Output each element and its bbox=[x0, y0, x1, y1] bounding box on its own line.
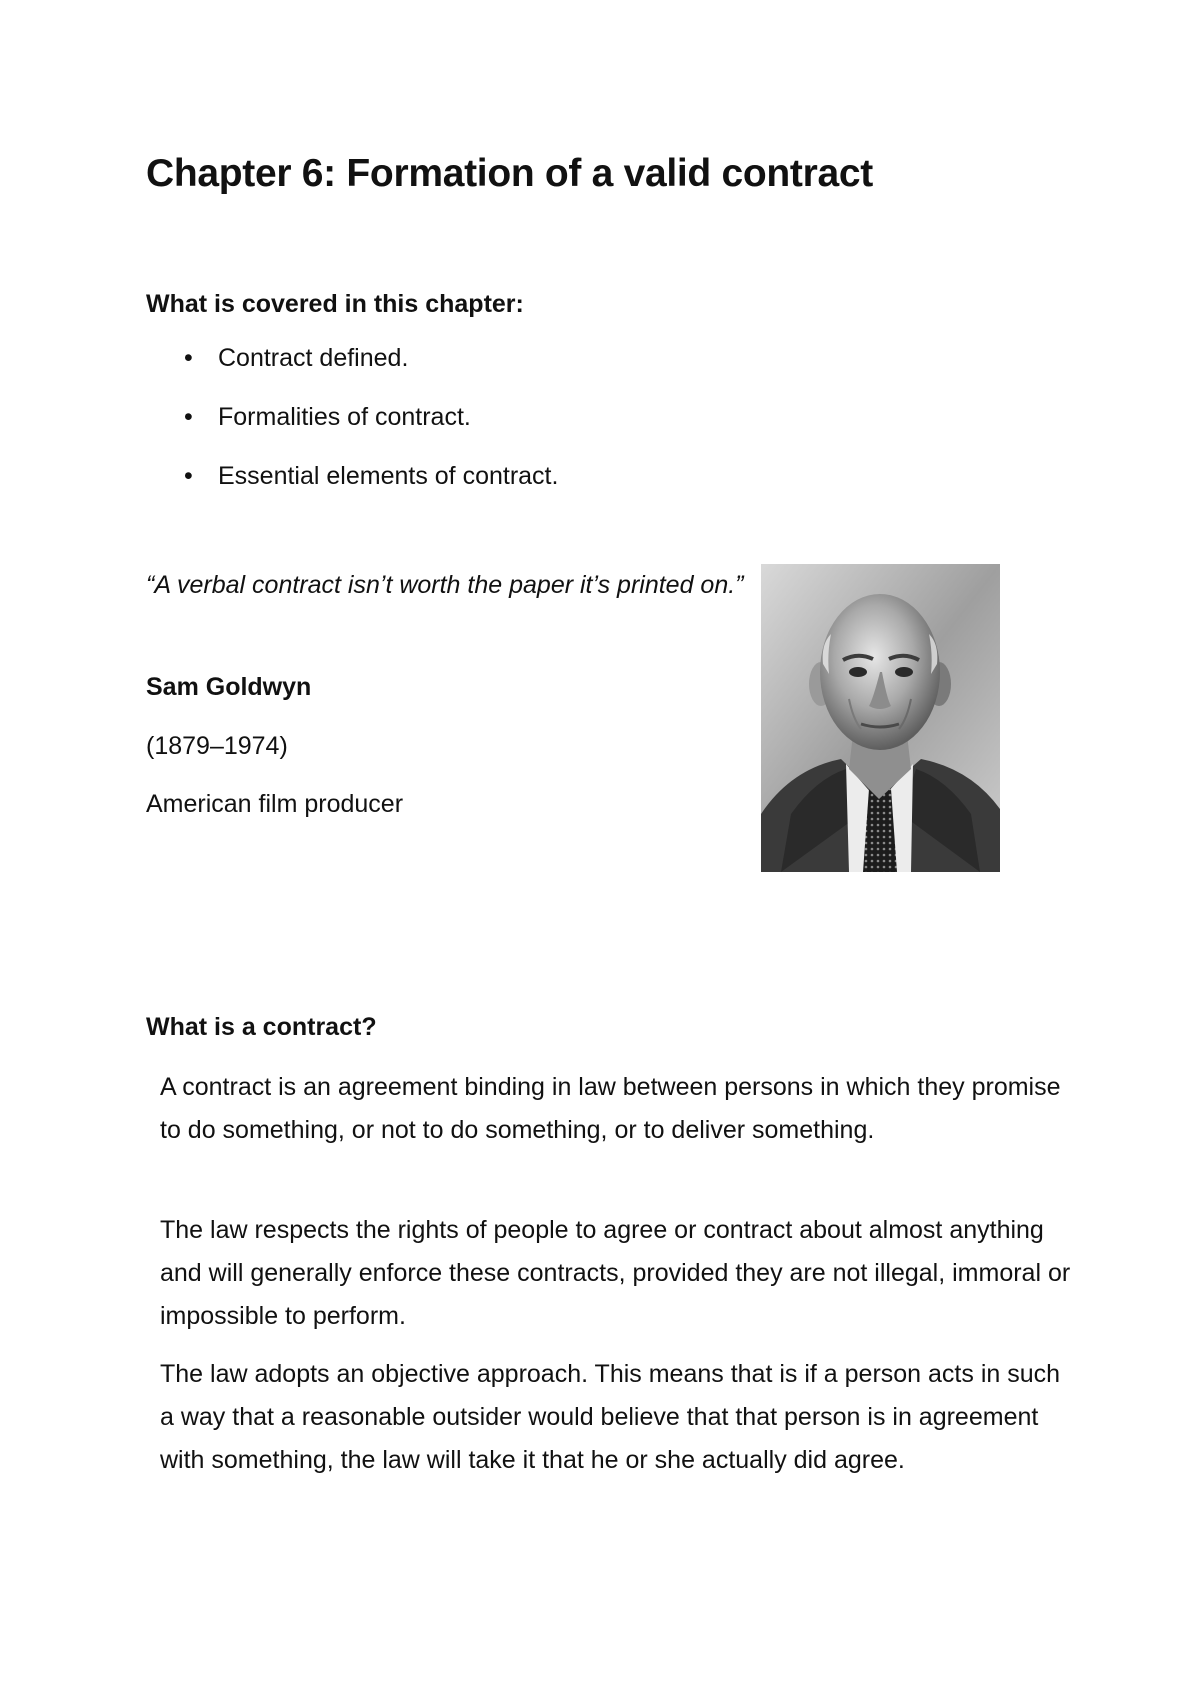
quote-text: “A verbal contract isn’t worth the paper it’s printed on.” bbox=[146, 571, 744, 599]
author-portrait bbox=[761, 564, 1000, 872]
chapter-title: Chapter 6: Formation of a valid contract bbox=[146, 152, 873, 195]
bullet-icon: • bbox=[184, 403, 193, 431]
contract-paragraph: The law adopts an objective approach. This means that is if a person acts in such a way that a reasonable outsider would believe that that person is in agreement with something, the law will take it that he or she actually did agree. bbox=[160, 1360, 1061, 1474]
bullet-icon: • bbox=[184, 462, 193, 490]
portrait-illustration bbox=[761, 564, 1000, 872]
covered-heading: What is covered in this chapter: bbox=[146, 290, 524, 318]
bullet-icon: • bbox=[184, 344, 193, 372]
contract-paragraph: The law respects the rights of people to agree or contract about almost anything and will generally enforce these contracts, provided they are not illegal, immoral or impossible to perform. bbox=[160, 1216, 1071, 1330]
quote-author-role: American film producer bbox=[146, 790, 404, 818]
contract-heading: What is a contract? bbox=[146, 1013, 377, 1041]
quote-author: Sam Goldwyn bbox=[146, 673, 312, 701]
contract-paragraph: A contract is an agreement binding in law between persons in which they promise to do something, or not to do something, or to deliver something. bbox=[160, 1073, 1061, 1144]
quote-author-dates: (1879–1974) bbox=[146, 732, 288, 760]
list-item-text: Essential elements of contract. bbox=[218, 462, 559, 490]
list-item-text: Contract defined. bbox=[218, 344, 409, 372]
list-item-text: Formalities of contract. bbox=[218, 403, 471, 431]
